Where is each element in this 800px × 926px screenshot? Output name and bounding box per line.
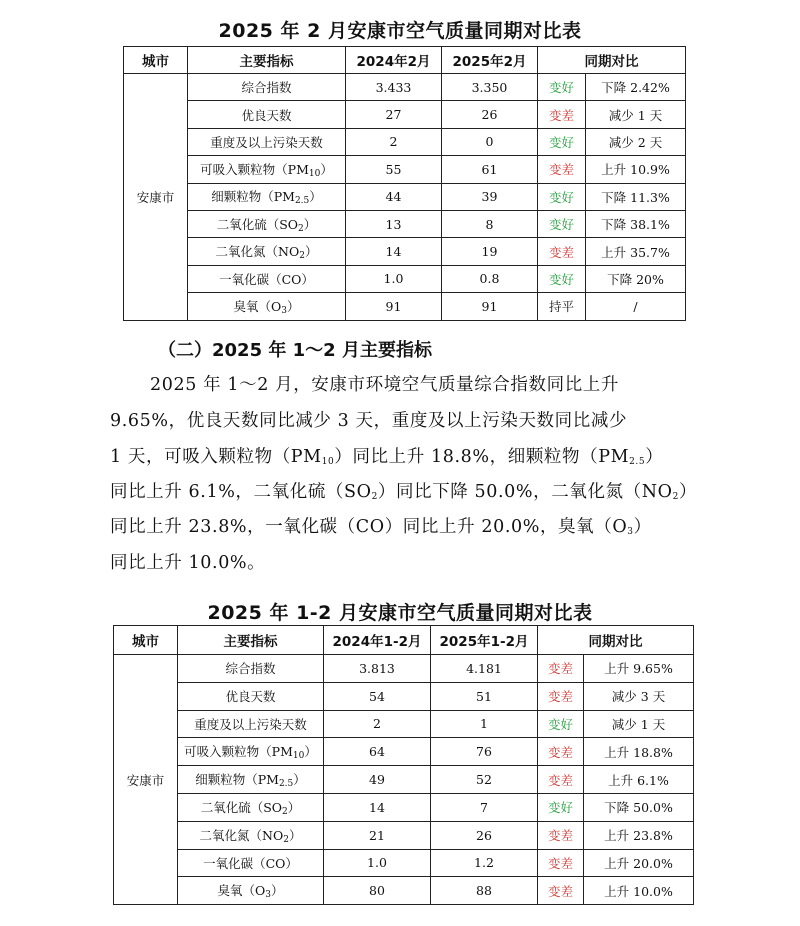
indicator-subscript: 2 bbox=[299, 251, 305, 262]
indicator-cell bbox=[178, 738, 324, 766]
curr-value-cell: 1.2 bbox=[431, 849, 538, 877]
prev-value-cell: 27 bbox=[346, 101, 442, 128]
paragraph-line bbox=[110, 440, 710, 479]
curr-value-cell: 0.8 bbox=[442, 265, 538, 292]
indicator-label: 臭氧（O bbox=[233, 298, 282, 314]
paragraph-text: ） bbox=[645, 447, 664, 467]
indicator-cell bbox=[188, 128, 346, 155]
indicator-cell bbox=[188, 293, 346, 320]
indicator-label: 可吸入颗粒物（PM bbox=[200, 161, 309, 177]
indicator-suffix: ） bbox=[303, 216, 317, 232]
status-cell: 变差 bbox=[538, 156, 586, 183]
status-cell: 变好 bbox=[538, 793, 584, 821]
change-cell: 上升 20.0% bbox=[584, 849, 694, 877]
table-row bbox=[114, 793, 694, 821]
indicator-label: 综合指数 bbox=[225, 661, 276, 677]
indicator-label: 二氧化硫（SO bbox=[216, 216, 299, 232]
header-compare: 同期对比 bbox=[538, 47, 686, 74]
change-cell: 上升 6.1% bbox=[584, 766, 694, 794]
table-row bbox=[124, 183, 686, 210]
status-cell: 持平 bbox=[538, 293, 586, 320]
prev-value-cell: 44 bbox=[346, 183, 442, 210]
status-cell: 变好 bbox=[538, 710, 584, 738]
change-cell: 上升 23.8% bbox=[584, 821, 694, 849]
table-row bbox=[114, 738, 694, 766]
paragraph-text: 同比上升 10.0%。 bbox=[110, 553, 266, 573]
curr-value-cell: 26 bbox=[431, 821, 538, 849]
indicator-suffix: ） bbox=[304, 744, 317, 760]
prev-value-cell: 55 bbox=[346, 156, 442, 183]
curr-value-cell: 3.350 bbox=[442, 74, 538, 101]
header-city: 城市 bbox=[124, 47, 188, 74]
curr-value-cell: 19 bbox=[442, 238, 538, 265]
header-city: 城市 bbox=[114, 626, 178, 655]
status-cell: 变差 bbox=[538, 877, 584, 905]
indicator-label: 一氧化碳（CO） bbox=[219, 271, 314, 287]
table-row bbox=[124, 101, 686, 128]
indicator-suffix: ） bbox=[270, 883, 284, 899]
change-cell: 下降 2.42% bbox=[586, 74, 686, 101]
indicator-label: 优良天数 bbox=[225, 689, 276, 705]
indicator-suffix: ） bbox=[287, 799, 301, 815]
table1-title: 2025 年 2 月安康市空气质量同期对比表 bbox=[218, 20, 582, 42]
indicator-subscript: 3 bbox=[265, 890, 271, 901]
indicator-cell bbox=[178, 849, 324, 877]
paragraph-line bbox=[110, 546, 710, 580]
indicator-subscript: 2 bbox=[283, 834, 289, 845]
change-cell: 上升 9.65% bbox=[584, 655, 694, 683]
paragraph-text: ）同比下降 50.0%，二氧化氮（NO bbox=[377, 482, 673, 502]
prev-value-cell: 1.0 bbox=[346, 265, 442, 292]
change-cell: 减少 1 天 bbox=[586, 101, 686, 128]
header-indicator: 主要指标 bbox=[188, 47, 346, 74]
paragraph-text: ） bbox=[633, 517, 652, 537]
indicator-subscript: 10 bbox=[292, 751, 305, 762]
city-cell: 安康市 bbox=[114, 655, 178, 905]
paragraph-subscript: 3 bbox=[627, 527, 634, 537]
change-cell: 上升 10.9% bbox=[586, 156, 686, 183]
header-curr: 2025年1-2月 bbox=[431, 626, 538, 655]
table-row bbox=[124, 265, 686, 292]
curr-value-cell: 52 bbox=[431, 766, 538, 794]
status-cell: 变差 bbox=[538, 101, 586, 128]
indicator-label: 二氧化氮（NO bbox=[215, 244, 300, 260]
paragraph-text: ） bbox=[678, 482, 698, 502]
paragraph-line bbox=[110, 404, 710, 438]
prev-value-cell: 91 bbox=[346, 293, 442, 320]
prev-value-cell: 14 bbox=[324, 793, 431, 821]
paragraph-text: 同比上升 6.1%，二氧化硫（SO bbox=[110, 482, 372, 502]
indicator-label: 重度及以上污染天数 bbox=[194, 716, 307, 732]
indicator-cell bbox=[188, 238, 346, 265]
paragraph-subscript: 2.5 bbox=[629, 457, 646, 467]
indicator-cell bbox=[178, 793, 324, 821]
curr-value-cell: 26 bbox=[442, 101, 538, 128]
indicator-label: 可吸入颗粒物（PM bbox=[184, 744, 293, 760]
prev-value-cell: 13 bbox=[346, 210, 442, 237]
change-cell: 减少 2 天 bbox=[586, 128, 686, 155]
status-cell: 变差 bbox=[538, 821, 584, 849]
status-cell: 变好 bbox=[538, 183, 586, 210]
indicator-label: 综合指数 bbox=[241, 80, 292, 96]
indicator-subscript: 2.5 bbox=[294, 196, 310, 207]
paragraph-text: 2025 年 1～2 月，安康市环境空气质量综合指数同比上升 bbox=[150, 375, 619, 395]
indicator-label: 重度及以上污染天数 bbox=[210, 134, 323, 150]
indicator-suffix: ） bbox=[304, 244, 318, 260]
curr-value-cell: 8 bbox=[442, 210, 538, 237]
paragraph-text: ）同比上升 18.8%，细颗粒物（PM bbox=[334, 447, 630, 467]
prev-value-cell: 14 bbox=[346, 238, 442, 265]
table-row bbox=[114, 877, 694, 905]
indicator-label: 二氧化硫（SO bbox=[200, 799, 283, 815]
indicator-label: 细颗粒物（PM bbox=[195, 772, 279, 788]
table-row bbox=[114, 849, 694, 877]
prev-value-cell: 80 bbox=[324, 877, 431, 905]
table-row bbox=[124, 74, 686, 101]
prev-value-cell: 3.433 bbox=[346, 74, 442, 101]
header-prev: 2024年1-2月 bbox=[324, 626, 431, 655]
indicator-cell bbox=[178, 682, 324, 710]
indicator-cell bbox=[188, 210, 346, 237]
paragraph-text: 9.65%，优良天数同比减少 3 天，重度及以上污染天数同比减少 bbox=[110, 411, 628, 431]
status-cell: 变差 bbox=[538, 655, 584, 683]
prev-value-cell: 49 bbox=[324, 766, 431, 794]
status-cell: 变差 bbox=[538, 849, 584, 877]
change-cell: 下降 50.0% bbox=[584, 793, 694, 821]
header-prev: 2024年2月 bbox=[346, 47, 442, 74]
indicator-subscript: 2 bbox=[298, 223, 304, 234]
change-cell: 下降 20% bbox=[586, 265, 686, 292]
indicator-subscript: 10 bbox=[308, 168, 321, 179]
paragraph-line bbox=[110, 510, 710, 549]
paragraph-subscript: 2 bbox=[672, 492, 679, 502]
curr-value-cell: 4.181 bbox=[431, 655, 538, 683]
indicator-subscript: 3 bbox=[281, 305, 287, 316]
curr-value-cell: 0 bbox=[442, 128, 538, 155]
status-cell: 变好 bbox=[538, 265, 586, 292]
curr-value-cell: 39 bbox=[442, 183, 538, 210]
indicator-cell bbox=[188, 101, 346, 128]
status-cell: 变差 bbox=[538, 738, 584, 766]
curr-value-cell: 88 bbox=[431, 877, 538, 905]
prev-value-cell: 2 bbox=[324, 710, 431, 738]
indicator-label: 二氧化氮（NO bbox=[199, 827, 284, 843]
header-compare: 同期对比 bbox=[538, 626, 694, 655]
change-cell: 下降 11.3% bbox=[586, 183, 686, 210]
status-cell: 变好 bbox=[538, 74, 586, 101]
table-row bbox=[114, 766, 694, 794]
table-row bbox=[114, 710, 694, 738]
indicator-label: 优良天数 bbox=[241, 107, 292, 123]
table-row bbox=[114, 821, 694, 849]
indicator-suffix: ） bbox=[293, 772, 306, 788]
city-cell: 安康市 bbox=[124, 74, 188, 321]
indicator-cell bbox=[188, 156, 346, 183]
prev-value-cell: 21 bbox=[324, 821, 431, 849]
curr-value-cell: 51 bbox=[431, 682, 538, 710]
indicator-label: 细颗粒物（PM bbox=[211, 189, 295, 205]
status-cell: 变好 bbox=[538, 210, 586, 237]
indicator-label: 一氧化碳（CO） bbox=[203, 855, 298, 871]
curr-value-cell: 1 bbox=[431, 710, 538, 738]
paragraph-subscript: 10 bbox=[321, 457, 335, 467]
indicator-cell bbox=[178, 877, 324, 905]
change-cell: 上升 35.7% bbox=[586, 238, 686, 265]
indicator-cell bbox=[178, 710, 324, 738]
prev-value-cell: 54 bbox=[324, 682, 431, 710]
prev-value-cell: 2 bbox=[346, 128, 442, 155]
prev-value-cell: 3.813 bbox=[324, 655, 431, 683]
change-cell: 减少 1 天 bbox=[584, 710, 694, 738]
table-row bbox=[114, 682, 694, 710]
indicator-cell bbox=[188, 265, 346, 292]
indicator-subscript: 2.5 bbox=[278, 779, 294, 790]
curr-value-cell: 7 bbox=[431, 793, 538, 821]
header-curr: 2025年2月 bbox=[442, 47, 538, 74]
table-row bbox=[124, 210, 686, 237]
indicator-cell bbox=[178, 821, 324, 849]
indicator-cell bbox=[178, 766, 324, 794]
table-row bbox=[124, 238, 686, 265]
indicator-cell bbox=[188, 183, 346, 210]
paragraph-subscript: 2 bbox=[371, 492, 378, 502]
prev-value-cell: 64 bbox=[324, 738, 431, 766]
section-heading: （二）2025 年 1～2 月主要指标 bbox=[158, 340, 432, 361]
indicator-suffix: ） bbox=[309, 189, 322, 205]
table-row bbox=[124, 156, 686, 183]
curr-value-cell: 61 bbox=[442, 156, 538, 183]
indicator-subscript: 2 bbox=[282, 806, 288, 817]
table1 bbox=[123, 46, 686, 321]
change-cell: 减少 3 天 bbox=[584, 682, 694, 710]
status-cell: 变好 bbox=[538, 128, 586, 155]
indicator-cell bbox=[188, 74, 346, 101]
header-indicator: 主要指标 bbox=[178, 626, 324, 655]
table-row bbox=[124, 293, 686, 320]
paragraph-line bbox=[150, 368, 750, 402]
change-cell: 下降 38.1% bbox=[586, 210, 686, 237]
change-cell: / bbox=[586, 293, 686, 320]
paragraph-text: 同比上升 23.8%，一氧化碳（CO）同比上升 20.0%，臭氧（O bbox=[110, 517, 628, 537]
paragraph-text: 1 天，可吸入颗粒物（PM bbox=[110, 447, 322, 467]
status-cell: 变差 bbox=[538, 238, 586, 265]
status-cell: 变差 bbox=[538, 682, 584, 710]
indicator-label: 臭氧（O bbox=[217, 883, 266, 899]
status-cell: 变差 bbox=[538, 766, 584, 794]
table2-title: 2025 年 1-2 月安康市空气质量同期对比表 bbox=[207, 602, 593, 624]
curr-value-cell: 76 bbox=[431, 738, 538, 766]
change-cell: 上升 18.8% bbox=[584, 738, 694, 766]
indicator-suffix: ） bbox=[288, 827, 302, 843]
table-row bbox=[124, 128, 686, 155]
indicator-suffix: ） bbox=[286, 298, 300, 314]
table-row bbox=[114, 655, 694, 683]
indicator-cell bbox=[178, 655, 324, 683]
curr-value-cell: 91 bbox=[442, 293, 538, 320]
table2 bbox=[113, 625, 694, 905]
paragraph-line bbox=[110, 475, 710, 514]
change-cell: 上升 10.0% bbox=[584, 877, 694, 905]
prev-value-cell: 1.0 bbox=[324, 849, 431, 877]
indicator-suffix: ） bbox=[320, 161, 333, 177]
